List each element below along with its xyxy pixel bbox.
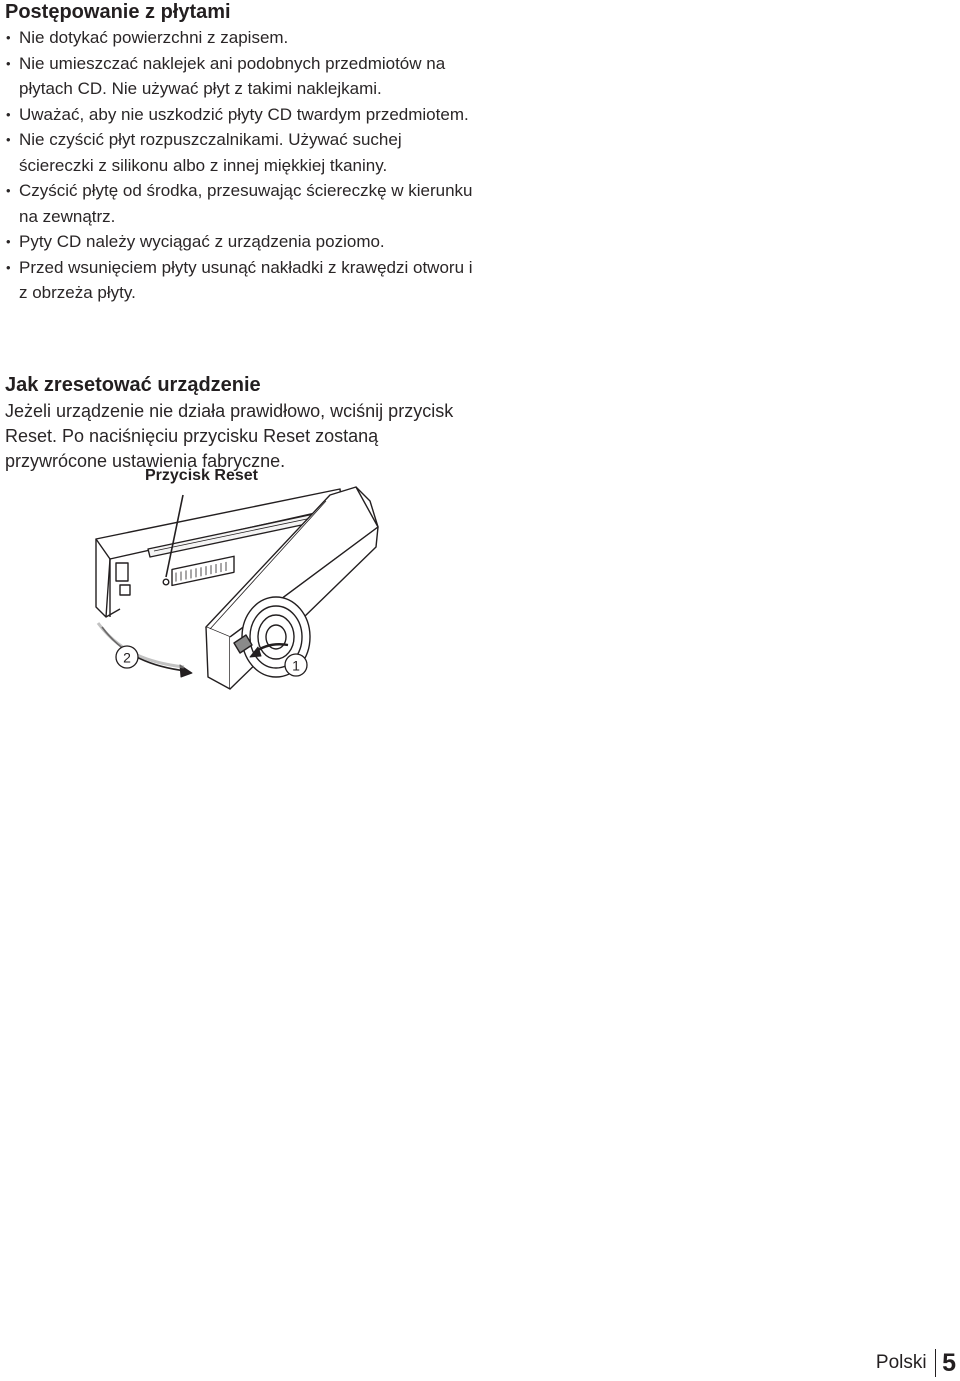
reset-illustration	[80, 467, 410, 702]
bullet-icon: •	[6, 183, 11, 198]
bullet-icon: •	[6, 132, 11, 147]
step-1-marker	[285, 654, 307, 676]
svg-text:2: 2	[123, 649, 131, 666]
reset-section	[5, 373, 475, 474]
list-item: • Uważać, aby nie uszkodzić płyty CD twardym przedmiotem.	[5, 102, 475, 128]
footer-language: Polski	[875, 1352, 927, 1373]
list-item: • Przed wsunięciem płyty usunąć nakładki z krawędzi otworu i z obrzeża płyty.	[5, 255, 475, 306]
bullet-icon: •	[6, 30, 11, 45]
page-number: 5	[942, 1348, 956, 1377]
reset-button-label: Przycisk Reset	[145, 467, 258, 484]
footer-divider	[935, 1349, 937, 1377]
disc-handling-section	[5, 0, 475, 306]
list-item: • Pyty CD należy wyciągać z urządzenia poziomo.	[5, 229, 475, 255]
list-item: • Czyścić płytę od środka, przesuwając ściereczkę w kierunku na zewnątrz.	[5, 178, 475, 229]
reset-instructions: Jeżeli urządzenie nie działa prawidłowo, wciśnij przycisk Reset. Po naciśnięciu przycisku Reset zostaną przywrócone ustawienia fabryczne.	[5, 401, 454, 471]
bullet-icon: •	[6, 234, 11, 249]
list-item: • Nie czyścić płyt rozpuszczalnikami. Używać suchej ściereczki z silikonu albo z innej miękkiej tkaniny.	[5, 127, 475, 178]
section-heading-disc-handling: Postępowanie z płytami	[5, 1, 231, 23]
step-2-marker	[116, 646, 138, 668]
page-footer	[876, 1345, 956, 1381]
list-item: • Nie dotykać powierzchni z zapisem.	[5, 25, 475, 51]
bullet-icon: •	[6, 106, 11, 122]
svg-text:1: 1	[292, 657, 300, 674]
bullet-icon: •	[6, 55, 11, 71]
car-stereo-drawing	[80, 467, 410, 702]
list-item: • Nie umieszczać naklejek ani podobnych przedmiotów na płytach CD. Nie używać płyt z takimi naklejkami.	[5, 51, 475, 102]
disc-handling-list	[5, 25, 475, 306]
section-heading-reset: Jak zresetować urządzenie	[5, 374, 261, 396]
bullet-icon: •	[6, 259, 11, 275]
